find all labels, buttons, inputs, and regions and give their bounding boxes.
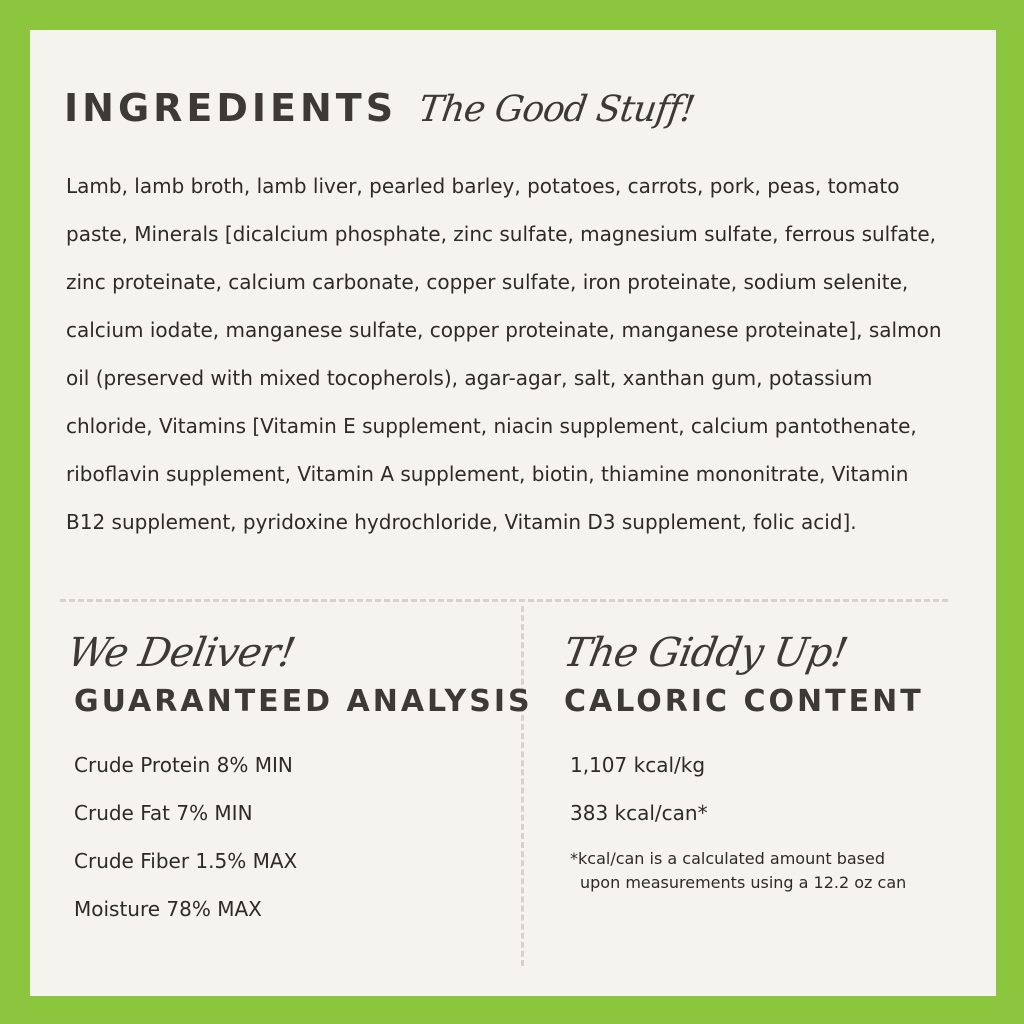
ingredients-script-tagline: The Good Stuff! (416, 89, 697, 130)
footnote-line: upon measurements using a 12.2 oz can (580, 873, 907, 892)
caloric-content-section (559, 626, 984, 895)
ingredients-line: chloride, Vitamins [Vitamin E supplement, niacin supplement, calcium pantothenate, (66, 414, 917, 438)
analysis-item: Moisture 78% MAX (74, 897, 262, 921)
caloric-item: 383 kcal/can* (570, 801, 708, 825)
analysis-item: Crude Fat 7% MIN (74, 801, 253, 825)
analysis-script-tagline: We Deliver! (63, 630, 299, 676)
ingredients-line: paste, Minerals [dicalcium phosphate, zinc sulfate, magnesium sulfate, ferrous sulfate, (66, 222, 937, 246)
ingredients-line: calcium iodate, manganese sulfate, copper proteinate, manganese proteinate], salmon (66, 318, 942, 342)
label-panel (30, 30, 996, 996)
ingredients-header (64, 86, 697, 130)
analysis-title: GUARANTEED ANALYSIS (74, 684, 533, 719)
ingredients-text (66, 162, 946, 546)
ingredients-line: Lamb, lamb broth, lamb liver, pearled barley, potatoes, carrots, pork, peas, tomato (66, 174, 900, 198)
ingredients-line: zinc proteinate, calcium carbonate, copper sulfate, iron proteinate, sodium selenite, (66, 270, 909, 294)
ingredients-line: riboflavin supplement, Vitamin A supplement, biotin, thiamine mononitrate, Vitamin (66, 462, 909, 486)
caloric-list (570, 741, 984, 837)
caloric-script-tagline: The Giddy Up! (559, 630, 851, 676)
analysis-list (74, 741, 508, 933)
ingredients-line: oil (preserved with mixed tocopherols), agar-agar, salt, xanthan gum, potassium (66, 366, 873, 390)
ingredients-line: B12 supplement, pyridoxine hydrochloride, Vitamin D3 supplement, folic acid]. (66, 510, 857, 534)
analysis-item: Crude Protein 8% MIN (74, 753, 293, 777)
ingredients-title: INGREDIENTS (64, 86, 398, 130)
caloric-title: CALORIC CONTENT (564, 684, 924, 719)
footnote-line: *kcal/can is a calculated amount based (570, 849, 885, 868)
horizontal-divider (60, 599, 948, 602)
guaranteed-analysis-section (63, 626, 533, 933)
vertical-divider (521, 606, 524, 966)
caloric-item: 1,107 kcal/kg (570, 753, 706, 777)
analysis-item: Crude Fiber 1.5% MAX (74, 849, 298, 873)
caloric-footnote (570, 847, 950, 895)
